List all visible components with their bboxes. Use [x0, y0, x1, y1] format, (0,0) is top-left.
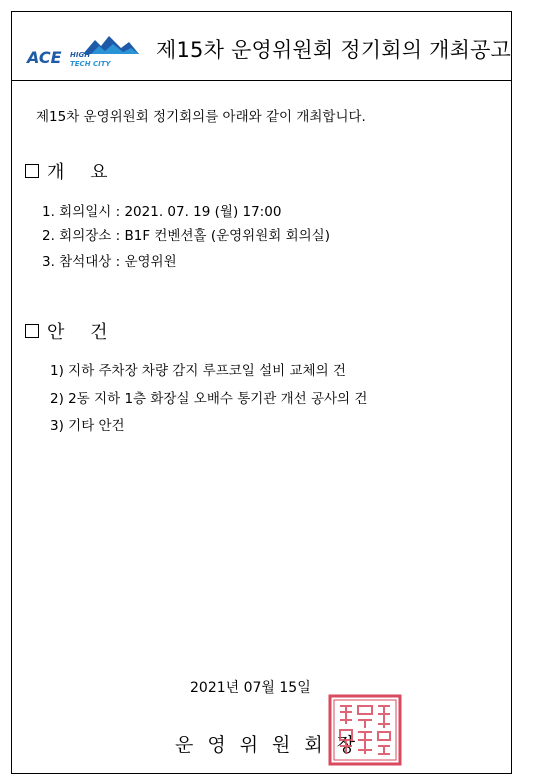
- notice-date: 2021년 07월 15일: [190, 680, 311, 696]
- intro-text: 제15차 운영위원회 정기회의를 아래와 같이 개최합니다.: [36, 109, 366, 125]
- signature: 운영위원회장: [175, 734, 370, 756]
- checkbox-square-icon: [25, 164, 39, 178]
- notice-frame: [11, 11, 512, 774]
- logo-main-text: ACE: [27, 48, 62, 67]
- overview-item: 1. 회의일시 : 2021. 07. 19 (월) 17:00: [42, 204, 282, 220]
- official-seal: [328, 694, 402, 766]
- agenda-heading: [25, 318, 118, 344]
- agenda-heading-label: 안 건: [47, 322, 118, 343]
- agenda-item: 2) 2동 지하 1층 화장실 오배수 통기관 개선 공사의 건: [50, 391, 368, 407]
- overview-item: 2. 회의장소 : B1F 컨벤션홀 (운영위원회 회의실): [42, 228, 330, 244]
- ace-high-tech-city-logo: [25, 34, 151, 70]
- overview-heading: [25, 158, 118, 184]
- agenda-item: 3) 기타 안건: [50, 418, 125, 434]
- header: [12, 12, 511, 81]
- logo-high-text: HIGH: [70, 51, 91, 59]
- checkbox-square-icon: [25, 324, 39, 338]
- notice-title: 제15차 운영위원회 정기회의 개최공고: [156, 38, 512, 62]
- overview-heading-label: 개 요: [47, 162, 118, 183]
- overview-item: 3. 참석대상 : 운영위원: [42, 254, 177, 270]
- logo-techcity-text: TECH CITY: [70, 60, 111, 68]
- agenda-item: 1) 지하 주차장 차량 감지 루프코일 설비 교체의 건: [50, 363, 346, 379]
